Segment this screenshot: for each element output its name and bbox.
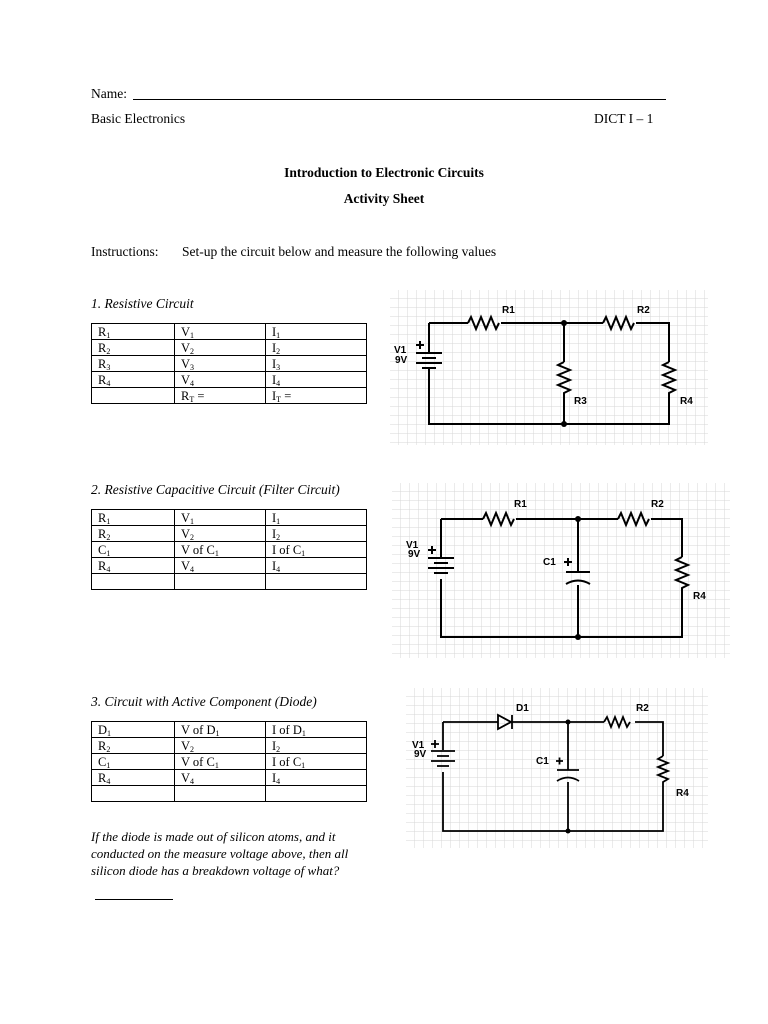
table-cell bbox=[92, 574, 175, 590]
table-cell bbox=[266, 558, 367, 574]
cell-subscript: 4 bbox=[106, 378, 111, 388]
cell-subscript: 2 bbox=[276, 346, 281, 356]
table-cell bbox=[175, 558, 266, 574]
table-cell bbox=[266, 738, 367, 754]
cell-subscript: T bbox=[276, 394, 282, 404]
circuit2-v1-value: 9V bbox=[408, 549, 421, 560]
cell-subscript: 3 bbox=[276, 362, 281, 372]
section1-heading: 1. Resistive Circuit bbox=[91, 296, 194, 311]
cell-label: D bbox=[98, 722, 108, 737]
course-code: DICT I – 1 bbox=[594, 111, 654, 126]
table-cell bbox=[92, 356, 175, 372]
cell-label: R bbox=[98, 324, 107, 339]
circuit1-v1-value: 9V bbox=[395, 355, 408, 366]
table-row bbox=[92, 558, 367, 574]
circuit1-r1-label: R1 bbox=[502, 305, 515, 316]
table-cell bbox=[175, 770, 266, 786]
table-row bbox=[92, 786, 367, 802]
course-title: Basic Electronics bbox=[91, 111, 186, 126]
cell-subscript: 1 bbox=[301, 760, 306, 770]
table-cell bbox=[266, 770, 367, 786]
cell-label: R bbox=[98, 340, 107, 355]
table-cell bbox=[175, 372, 266, 388]
cell-subscript: 4 bbox=[190, 378, 195, 388]
table-cell bbox=[266, 388, 367, 404]
table-cell bbox=[92, 770, 175, 786]
table-cell bbox=[175, 542, 266, 558]
cell-label: I bbox=[272, 324, 277, 339]
cell-label: I bbox=[272, 356, 277, 371]
section2-table bbox=[91, 509, 367, 590]
cell-subscript: 4 bbox=[276, 776, 281, 786]
cell-subscript: 4 bbox=[276, 378, 281, 388]
cell-label: I of D bbox=[272, 722, 302, 737]
table-cell bbox=[92, 722, 175, 738]
table-row bbox=[92, 722, 367, 738]
cell-suffix: = bbox=[194, 388, 205, 403]
cell-subscript: 4 bbox=[106, 776, 111, 786]
cell-label: I bbox=[272, 372, 277, 387]
circuit3-r4-label: R4 bbox=[676, 788, 689, 799]
cell-subscript: 1 bbox=[106, 548, 111, 558]
circuit1-v1-label: V1 bbox=[394, 345, 407, 356]
table-row bbox=[92, 574, 367, 590]
table-cell bbox=[92, 340, 175, 356]
cell-label: R bbox=[98, 510, 107, 525]
circuit1-r3-label: R3 bbox=[574, 396, 587, 407]
table-row bbox=[92, 770, 367, 786]
table-cell bbox=[92, 388, 175, 404]
table-cell bbox=[175, 510, 266, 526]
cell-label: V bbox=[181, 558, 191, 573]
cell-label: R bbox=[98, 526, 107, 541]
cell-label: V bbox=[181, 372, 191, 387]
cell-subscript: 1 bbox=[301, 728, 306, 738]
cell-subscript: 2 bbox=[106, 744, 111, 754]
section1-circuit-diagram bbox=[390, 290, 708, 445]
cell-subscript: 1 bbox=[107, 728, 112, 738]
table-cell bbox=[175, 526, 266, 542]
cell-subscript: 1 bbox=[276, 516, 281, 526]
table-cell bbox=[175, 722, 266, 738]
cell-label: I bbox=[272, 388, 277, 403]
cell-subscript: 3 bbox=[106, 362, 111, 372]
circuit3-d1-label: D1 bbox=[516, 703, 529, 714]
cell-label: V bbox=[181, 738, 191, 753]
section1-table bbox=[91, 323, 367, 404]
cell-subscript: 2 bbox=[106, 346, 111, 356]
table-row bbox=[92, 526, 367, 542]
cell-subscript: 3 bbox=[190, 362, 195, 372]
circuit2-v1-label: V1 bbox=[406, 540, 419, 551]
table-cell bbox=[266, 722, 367, 738]
cell-label: I bbox=[272, 510, 277, 525]
table-cell bbox=[266, 542, 367, 558]
cell-subscript: 1 bbox=[106, 516, 111, 526]
table-row bbox=[92, 388, 367, 404]
cell-subscript: 1 bbox=[214, 760, 219, 770]
cell-subscript: T bbox=[189, 394, 195, 404]
cell-label: R bbox=[98, 738, 107, 753]
table-cell bbox=[92, 526, 175, 542]
cell-subscript: 2 bbox=[276, 744, 281, 754]
cell-label: V of C bbox=[181, 542, 215, 557]
cell-label: I bbox=[272, 526, 277, 541]
table-cell bbox=[92, 786, 175, 802]
name-label: Name: bbox=[91, 86, 127, 101]
section3-circuit-diagram bbox=[406, 688, 708, 848]
table-cell bbox=[266, 372, 367, 388]
table-cell bbox=[92, 510, 175, 526]
cell-label: I of C bbox=[272, 542, 302, 557]
table-cell bbox=[92, 738, 175, 754]
table-cell bbox=[266, 526, 367, 542]
cell-label: I bbox=[272, 558, 277, 573]
table-row bbox=[92, 542, 367, 558]
section3-heading: 3. Circuit with Active Component (Diode) bbox=[91, 694, 317, 709]
table-cell bbox=[266, 510, 367, 526]
circuit3-c1-label: C1 bbox=[536, 756, 549, 767]
instructions-label: Instructions: bbox=[91, 244, 159, 259]
cell-label: R bbox=[181, 388, 190, 403]
cell-subscript: 4 bbox=[190, 564, 195, 574]
cell-subscript: 2 bbox=[276, 532, 281, 542]
cell-suffix: = bbox=[281, 388, 292, 403]
circuit2-r4-label: R4 bbox=[693, 591, 706, 602]
table-cell bbox=[175, 324, 266, 340]
instructions-text: Set-up the circuit below and measure the following values bbox=[182, 244, 497, 259]
cell-label: C bbox=[98, 542, 107, 557]
table-row bbox=[92, 372, 367, 388]
table-row bbox=[92, 356, 367, 372]
section2-circuit-diagram bbox=[392, 483, 730, 658]
table-cell bbox=[266, 340, 367, 356]
document-subtitle: Activity Sheet bbox=[343, 191, 425, 206]
circuit2-r2-label: R2 bbox=[651, 499, 664, 510]
cell-subscript: 1 bbox=[215, 728, 220, 738]
cell-label: R bbox=[98, 558, 107, 573]
table-cell bbox=[266, 754, 367, 770]
cell-subscript: 2 bbox=[190, 744, 195, 754]
cell-label: I bbox=[272, 340, 277, 355]
table-cell bbox=[92, 372, 175, 388]
table-row bbox=[92, 738, 367, 754]
cell-subscript: 2 bbox=[190, 532, 195, 542]
cell-subscript: 4 bbox=[276, 564, 281, 574]
table-cell bbox=[175, 388, 266, 404]
table-cell bbox=[92, 754, 175, 770]
cell-label: I bbox=[272, 770, 277, 785]
cell-subscript: 4 bbox=[190, 776, 195, 786]
cell-label: I bbox=[272, 738, 277, 753]
cell-subscript: 1 bbox=[190, 330, 195, 340]
circuit1-r4-label: R4 bbox=[680, 396, 693, 407]
name-answer-line[interactable] bbox=[133, 99, 666, 100]
cell-label: V bbox=[181, 356, 191, 371]
cell-subscript: 1 bbox=[190, 516, 195, 526]
document-title: Introduction to Electronic Circuits bbox=[284, 165, 484, 180]
circuit2-r1-label: R1 bbox=[514, 499, 527, 510]
cell-label: V of C bbox=[181, 754, 215, 769]
table-cell bbox=[92, 558, 175, 574]
cell-label: V bbox=[181, 324, 191, 339]
table-cell bbox=[266, 786, 367, 802]
question-answer-line[interactable] bbox=[95, 899, 173, 900]
table-row bbox=[92, 340, 367, 356]
table-row bbox=[92, 324, 367, 340]
table-cell bbox=[266, 574, 367, 590]
table-cell bbox=[175, 356, 266, 372]
section3-table bbox=[91, 721, 367, 802]
cell-label: R bbox=[98, 372, 107, 387]
cell-label: V of D bbox=[181, 722, 216, 737]
circuit1-r2-label: R2 bbox=[637, 305, 650, 316]
table-row bbox=[92, 754, 367, 770]
cell-label: V bbox=[181, 526, 191, 541]
cell-subscript: 2 bbox=[190, 346, 195, 356]
table-cell bbox=[175, 738, 266, 754]
table-cell bbox=[92, 542, 175, 558]
cell-subscript: 4 bbox=[106, 564, 111, 574]
cell-label: R bbox=[98, 356, 107, 371]
cell-subscript: 1 bbox=[106, 330, 111, 340]
cell-label: C bbox=[98, 754, 107, 769]
table-cell bbox=[92, 324, 175, 340]
table-cell bbox=[266, 324, 367, 340]
cell-subscript: 1 bbox=[214, 548, 219, 558]
circuit2-c1-label: C1 bbox=[543, 557, 556, 568]
circuit3-v1-value: 9V bbox=[414, 749, 427, 760]
section2-heading: 2. Resistive Capacitive Circuit (Filter Circuit) bbox=[91, 482, 340, 497]
table-cell bbox=[266, 356, 367, 372]
table-cell bbox=[175, 786, 266, 802]
circuit3-r2-label: R2 bbox=[636, 703, 649, 714]
table-cell bbox=[175, 340, 266, 356]
circuit3-v1-label: V1 bbox=[412, 740, 425, 751]
table-cell bbox=[175, 574, 266, 590]
table-cell bbox=[175, 754, 266, 770]
cell-subscript: 2 bbox=[106, 532, 111, 542]
cell-subscript: 1 bbox=[106, 760, 111, 770]
cell-label: V bbox=[181, 510, 191, 525]
diode-question: If the diode is made out of silicon atoms, and it conducted on the measure voltage above, then all silicon diode has a breakdown voltage of what? bbox=[91, 829, 349, 878]
table-row bbox=[92, 510, 367, 526]
cell-subscript: 1 bbox=[301, 548, 306, 558]
cell-subscript: 1 bbox=[276, 330, 281, 340]
cell-label: V bbox=[181, 770, 191, 785]
cell-label: I of C bbox=[272, 754, 302, 769]
cell-label: V bbox=[181, 340, 191, 355]
cell-label: R bbox=[98, 770, 107, 785]
